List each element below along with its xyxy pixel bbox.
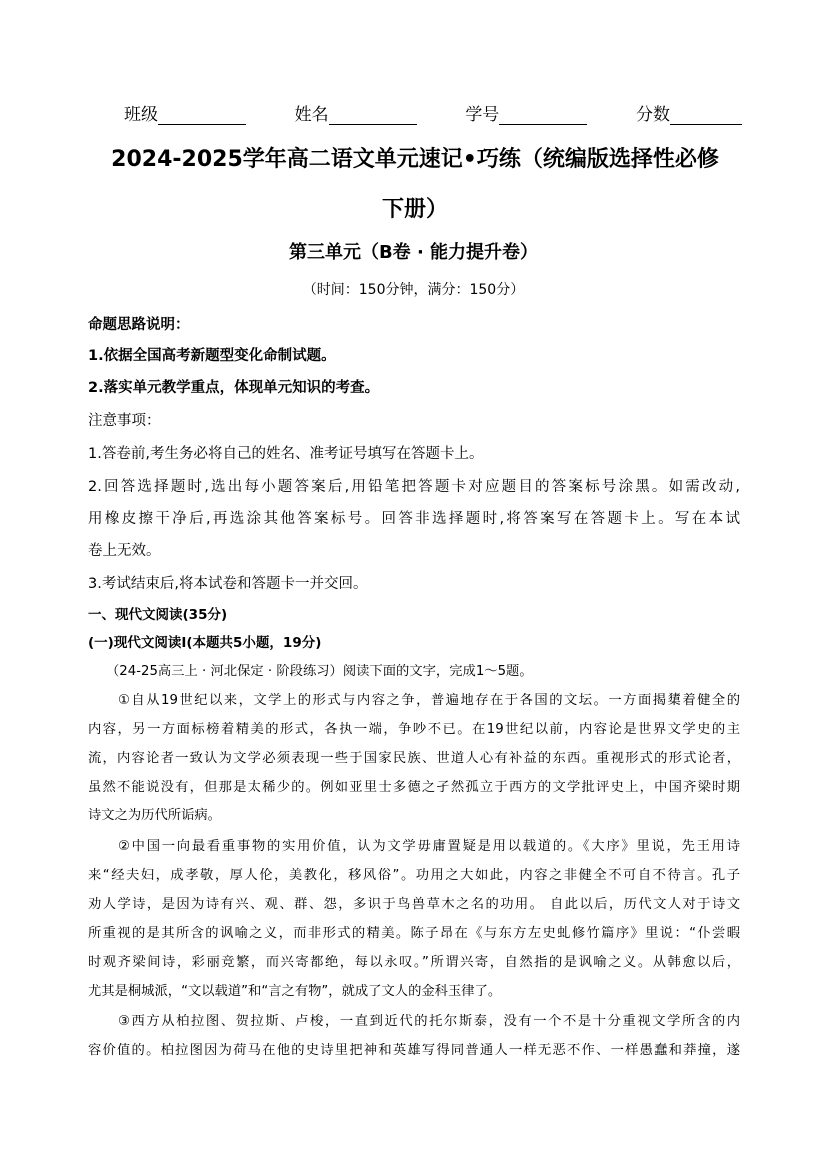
attention-line: 1.答卷前,考生务必将自己的姓名、准考证号填写在答题卡上。 <box>88 446 484 462</box>
attention-heading: 注意事项： <box>88 413 161 429</box>
passage-line: 时观齐梁间诗，彩丽竞繁，而兴寄都绝，每以永叹。”所谓兴寄，自然指的是讽喻之义。从韩愈以后， <box>88 955 740 970</box>
exam-time: （时间：150分钟，满分：150分） <box>302 282 525 298</box>
blank-line <box>158 106 246 125</box>
passage-source: （24-25高三上 · 河北保定 · 阶段练习）阅读下面的文字，完成1～5题。 <box>106 664 533 679</box>
passage-line: 虽然不能说没有，但那是太稀少的。例如亚里士多德之孑然孤立于西方的文学批评史上，中国齐梁时期 <box>88 780 740 795</box>
name-field[interactable] <box>295 100 417 125</box>
note-item: 1.依据全国高考新题型变化命制试题。 <box>88 348 336 364</box>
blank-line <box>670 106 742 125</box>
paragraph-3: ③西方从柏拉图、贺拉斯、卢梭，一直到近代的托尔斯泰，没有一个不是十分重视文学所含的内 <box>118 1014 740 1029</box>
class-field[interactable] <box>124 100 246 125</box>
student-info-fields <box>124 100 742 125</box>
blank-line <box>499 106 587 125</box>
unit-subtitle: 第三单元（B卷 · 能力提升卷） <box>288 242 539 263</box>
attention-line: 卷上无效。 <box>88 543 161 559</box>
attention-line: 2.回答选择题时,选出每小题答案后,用铅笔把答题卡对应题目的答案标号涂黑。如需改动, <box>88 479 740 495</box>
notes-heading: 命题思路说明： <box>88 317 190 333</box>
passage-line: 来“经夫妇，成孝敬，厚人伦，美教化，移风俗”。功用之大如此，内容之非健全不可自不待言。孔子 <box>88 868 740 883</box>
page-title-line2: 下册） <box>381 197 448 222</box>
attention-line: 3.考试结束后,将本试卷和答题卡一并交回。 <box>88 576 368 592</box>
passage-line: 容价值的。柏拉图因为荷马在他的史诗里把神和英雄写得同普通人一样无恶不作、一样愚蠢和莽撞，遂 <box>88 1043 740 1058</box>
passage-line: 尤其是桐城派，“文以载道”和“言之有物”，就成了文人的金科玉律了。 <box>88 984 502 999</box>
passage-line: 所重视的是其所含的讽喻之义，而非形式的精美。陈子昂在《与东方左史虬修竹篇序》里说：“仆尝暇 <box>88 926 740 941</box>
paragraph-2: ②中国一向最看重事物的实用价值，认为文学毋庸置疑是用以载道的。《大序》里说，先王用诗 <box>118 839 740 854</box>
passage-line: 诗文之为历代所诟病。 <box>88 808 221 823</box>
score-field[interactable] <box>636 100 742 125</box>
field-label: 班级 <box>124 105 158 125</box>
passage-line: 内容，另一方面标榜着精美的形式，各执一端，争吵不已。在19世纪以前，内容论是世界文学史的主 <box>88 722 740 737</box>
attention-line: 用橡皮擦干净后,再选涂其他答案标号。回答非选择题时,将答案写在答题卡上。写在本试 <box>88 511 740 527</box>
passage-line: 劝人学诗，是因为诗有兴、观、群、怨，多识于鸟兽草木之名的功用。 自此以后，历代文人对于诗文 <box>88 897 740 912</box>
blank-line <box>329 106 417 125</box>
passage-line: 流，内容论者一致认为文学必须表现一些于国家民族、世道人心有补益的东西。重视形式的形式论者， <box>88 751 740 766</box>
student-id-field[interactable] <box>465 100 587 125</box>
subsection-heading: (一)现代文阅读Ⅰ(本题共5小题，19分) <box>88 635 322 651</box>
field-label: 姓名 <box>294 105 329 125</box>
field-label: 分数 <box>635 105 670 125</box>
paragraph-1: ①自从19世纪以来，文学上的形式与内容之争，普遍地存在于各国的文坛。一方面揭橥着健全的 <box>118 693 740 708</box>
field-label: 学号 <box>465 105 500 125</box>
section-heading: 一、现代文阅读(35分) <box>88 607 228 623</box>
page-title: 2024-2025学年高二语文单元速记•巧练（统编版选择性必修 <box>111 147 719 172</box>
note-item: 2.落实单元教学重点，体现单元知识的考查。 <box>88 380 380 396</box>
